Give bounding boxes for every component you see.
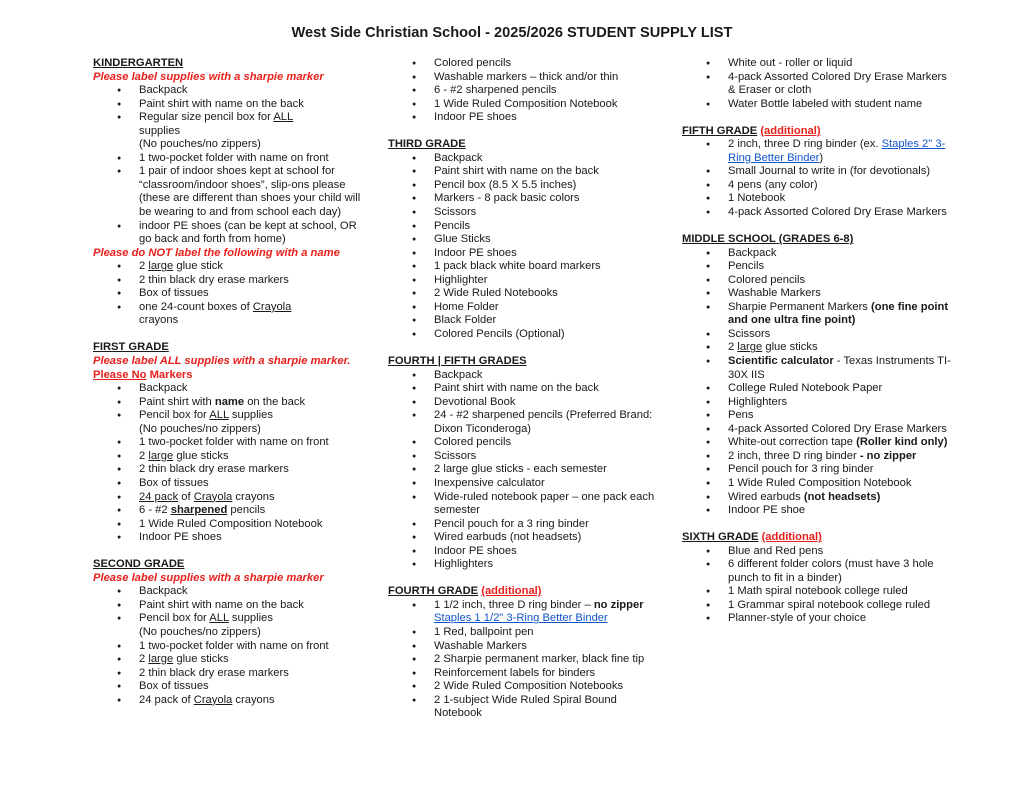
list-item: ● Washable Markers [388, 640, 658, 654]
list-item: ● 1 Wide Ruled Composition Notebook [388, 98, 658, 112]
list-item: ● Backpack [682, 247, 952, 261]
note-text: Please label ALL supplies with a sharpie marker. [93, 355, 351, 368]
section-title-text: SIXTH GRADE [682, 531, 759, 544]
supply-list [682, 138, 952, 219]
item-text: ) [819, 151, 824, 164]
column-3 [682, 57, 952, 640]
item-text-underlined: ALL [273, 111, 294, 124]
section-title-fourth-grade [388, 585, 658, 599]
item-text: glue sticks [173, 449, 229, 462]
list-item: ● Scissors [388, 206, 658, 220]
list-item [93, 409, 363, 436]
list-item [388, 599, 658, 626]
list-item: ● 1 two-pocket folder with name on front [93, 436, 363, 450]
list-item: ● Pencil box (8.5 X 5.5 inches) [388, 179, 658, 193]
item-text-underlined: 24 pack [139, 490, 179, 503]
list-item [93, 612, 363, 639]
item-text: (No pouches/no zippers) [139, 138, 261, 151]
list-item: ● 1 Notebook [682, 192, 952, 206]
section-title-third-grade: THIRD GRADE [388, 138, 466, 151]
staples-binder-link[interactable]: Staples 2" 3-Ring Better Binder [728, 138, 946, 164]
list-item: ● 2 thin black dry erase markers [93, 274, 363, 288]
list-item: ● Colored Pencils (Optional) [388, 328, 658, 342]
item-text: on the back [244, 395, 306, 408]
list-item: ● Inexpensive calculator [388, 477, 658, 491]
item-text: 2 [139, 653, 149, 666]
list-item: ● Box of tissues [93, 477, 363, 491]
item-text-underlined: ALL [209, 409, 229, 422]
list-item [682, 355, 952, 382]
item-text: White-out correction tape [728, 436, 857, 449]
item-text-bold: (not headsets) [803, 490, 881, 503]
list-item: ● 6 different folder colors (must have 3 hole punch to fit in a binder) [682, 558, 952, 585]
section-title-fifth-grade [682, 125, 952, 139]
list-item: ● 2 1-subject Wide Ruled Spiral Bound Notebook [388, 694, 658, 721]
column-2 [388, 57, 658, 734]
supply-list [682, 247, 952, 518]
label-note: Please label supplies with a sharpie marker [93, 70, 324, 83]
list-item: ● 1 pack black white board markers [388, 260, 658, 274]
list-item: ● Wide-ruled notebook paper – one pack each semester [388, 491, 658, 518]
list-item: ● 4-pack Assorted Colored Dry Erase Markers [682, 206, 952, 220]
item-text: 24 pack of [139, 693, 194, 706]
list-item: ● Paint shirt with name on the back [388, 165, 658, 179]
list-item: ● Scissors [682, 328, 952, 342]
list-item: ● 1 two-pocket folder with name on front [93, 640, 363, 654]
list-item [93, 694, 363, 708]
item-text: glue sticks [173, 653, 229, 666]
column-1 [93, 57, 363, 721]
list-item: ● Washable Markers [682, 287, 952, 301]
list-item: ● Pencil pouch for 3 ring binder [682, 463, 952, 477]
list-item [93, 491, 363, 505]
list-item: ● 2 large glue sticks - each semester [388, 463, 658, 477]
item-text-underlined: large [148, 449, 174, 462]
section-kindergarten [93, 57, 363, 328]
list-item: ● Colored pencils [388, 57, 658, 71]
item-text: (No pouches/no zippers) [139, 625, 261, 638]
list-item: ● Backpack [93, 382, 363, 396]
supply-list [388, 152, 658, 342]
supply-list [93, 84, 363, 247]
item-text: 2 [139, 449, 149, 462]
section-first-grade [93, 341, 363, 544]
list-item: ● indoor PE shoes (can be kept at school, OR go back and forth from home) [93, 220, 363, 247]
item-text: (No pouches/no zippers) [139, 422, 261, 435]
list-item: ● Blue and Red pens [682, 545, 952, 559]
list-item: ● Wired earbuds (not headsets) [388, 531, 658, 545]
item-text-underlined: Crayola [252, 300, 292, 313]
list-item: ● Reinforcement labels for binders [388, 667, 658, 681]
item-text-bold: Scientific calculator [728, 355, 834, 368]
section-fifth-grade [682, 125, 952, 220]
item-text-bold: no zipper [593, 598, 644, 611]
item-text: 2 [728, 341, 738, 354]
list-item: ● 2 thin black dry erase markers [93, 463, 363, 477]
item-text: 6 - #2 [139, 504, 171, 517]
item-text-underlined: large [148, 260, 174, 273]
list-item: ● Planner-style of your choice [682, 612, 952, 626]
supply-list [93, 382, 363, 545]
list-item: ● 1 Grammar spiral notebook college ruled [682, 599, 952, 613]
list-item: ● 1 Math spiral notebook college ruled [682, 585, 952, 599]
list-item: ● Highlighters [682, 396, 952, 410]
list-item: ● 1 Wide Ruled Composition Notebook [682, 477, 952, 491]
item-text: crayons [232, 490, 275, 503]
list-item [93, 450, 363, 464]
item-text: 1 1/2 inch, three D ring binder – [434, 598, 594, 611]
section-second-grade [93, 558, 363, 707]
section-sixth-grade [682, 531, 952, 626]
list-item [93, 111, 363, 152]
item-text-underlined: ALL [209, 612, 229, 625]
list-item: ● 6 - #2 sharpened pencils [388, 84, 658, 98]
additional-tag: (additional) [761, 531, 822, 544]
list-item: ● Highlighters [388, 558, 658, 572]
section-title-text: FOURTH GRADE [388, 585, 479, 598]
item-text: glue sticks [762, 341, 818, 354]
supply-list [682, 545, 952, 626]
list-item: ● Small Journal to write in (for devotionals) [682, 165, 952, 179]
supply-list [388, 599, 658, 721]
section-title-middle-school: MIDDLE SCHOOL (GRADES 6-8) [682, 233, 854, 246]
list-item: ● Pencils [388, 220, 658, 234]
item-text: 2 [139, 260, 149, 273]
staples-binder-link[interactable]: Staples 1 1/2" 3-Ring Better Binder [434, 612, 608, 625]
item-text: supplies [139, 124, 181, 137]
list-item: ● Pencils [682, 260, 952, 274]
item-text: pencils [227, 504, 266, 517]
list-item: ● Black Folder [388, 314, 658, 328]
section-title-kindergarten: KINDERGARTEN [93, 57, 184, 69]
list-item: ● Backpack [93, 84, 363, 98]
list-item [682, 436, 952, 450]
item-text: crayons [232, 693, 275, 706]
item-text: supplies [228, 612, 273, 625]
section-title-first-grade: FIRST GRADE [93, 341, 169, 354]
list-item: ● 2 Wide Ruled Composition Notebooks [388, 680, 658, 694]
list-item: ● Washable markers – thick and/or thin [388, 71, 658, 85]
list-item: ● Paint shirt with name on the back [93, 599, 363, 613]
list-item: ● 4-pack Assorted Colored Dry Erase Markers & Eraser or cloth [682, 71, 952, 98]
list-item: ● Backpack [93, 585, 363, 599]
list-item: ● Backpack [388, 369, 658, 383]
list-item: ● College Ruled Notebook Paper [682, 382, 952, 396]
item-text: Paint shirt with [139, 395, 215, 408]
list-item: ● Scissors [388, 450, 658, 464]
section-fourth-grade [388, 585, 658, 720]
item-text: Sharpie Permanent Markers [728, 300, 872, 313]
section-fourth-fifth-grades [388, 355, 658, 572]
note-text-underlined: Please No [93, 368, 147, 381]
supply-list [388, 369, 658, 572]
list-item: ● Indoor PE shoes [93, 531, 363, 545]
item-text: Pencil box for [139, 612, 210, 625]
item-text-underlined: Crayola [193, 490, 233, 503]
page-title: West Side Christian School - 2025/2026 STUDENT SUPPLY LIST [291, 25, 733, 41]
additional-tag: (additional) [760, 124, 821, 137]
item-text: glue stick [173, 260, 223, 273]
item-text-bold: name [214, 395, 245, 408]
section-second-grade-continued [388, 57, 658, 125]
list-item: ● Indoor PE shoes [388, 111, 658, 125]
item-text: - Texas Instruments TI-30X IIS [728, 355, 951, 381]
list-item: ● Pencil pouch for a 3 ring binder [388, 518, 658, 532]
section-title-sixth-grade [682, 531, 952, 545]
item-text: one 24-count boxes of [139, 300, 253, 313]
list-item: ● Indoor PE shoe [682, 504, 952, 518]
list-item [682, 341, 952, 355]
section-third-grade [388, 138, 658, 341]
list-item [682, 491, 952, 505]
list-item: ● Home Folder [388, 301, 658, 315]
item-text: supplies [228, 409, 273, 422]
list-item: ● Box of tissues [93, 680, 363, 694]
list-item: ● Paint shirt with name on the back [388, 382, 658, 396]
item-text: Pencil box for [139, 409, 210, 422]
list-item: ● 24 - #2 sharpened pencils (Preferred Brand: Dixon Ticonderoga) [388, 409, 658, 436]
item-text: Wired earbuds [728, 490, 804, 503]
item-text: of [178, 490, 194, 503]
list-item: ● Box of tissues [93, 287, 363, 301]
list-item: ● Highlighter [388, 274, 658, 288]
list-item: ● 2 thin black dry erase markers [93, 667, 363, 681]
list-item: ● 4-pack Assorted Colored Dry Erase Markers [682, 423, 952, 437]
list-item [682, 301, 952, 328]
list-item: ● 1 Wide Ruled Composition Notebook [93, 518, 363, 532]
item-text: crayons [139, 314, 179, 327]
list-item: ● Paint shirt with name on the back [93, 98, 363, 112]
item-text-underlined: large [148, 653, 174, 666]
list-item [93, 396, 363, 410]
supply-list [93, 585, 363, 707]
additional-tag: (additional) [481, 585, 542, 598]
item-text-bold: (one fine point and one ultra fine point) [728, 300, 949, 327]
label-note: Please label supplies with a sharpie marker [93, 571, 324, 584]
list-item [93, 260, 363, 274]
list-item [682, 450, 952, 464]
section-title-text: FIFTH GRADE [682, 124, 758, 137]
list-item: ● Indoor PE shoes [388, 545, 658, 559]
note-text: Markers [146, 368, 193, 381]
list-item: ● Backpack [388, 152, 658, 166]
no-label-note: Please do NOT label the following with a name [93, 246, 340, 259]
section-title-fourth-fifth: FOURTH | FIFTH GRADES [388, 355, 527, 368]
supply-list [388, 57, 658, 125]
list-item [93, 301, 363, 328]
supply-list [93, 260, 363, 328]
list-item: ● Indoor PE shoes [388, 247, 658, 261]
item-text-bold: - no zipper [859, 449, 917, 462]
item-text-bold: (Roller kind only) [856, 436, 948, 449]
section-middle-school [682, 233, 952, 517]
item-text-underlined: Crayola [193, 693, 233, 706]
list-item: ● 1 two-pocket folder with name on front [93, 152, 363, 166]
item-text: Regular size pencil box for [139, 111, 274, 124]
list-item: ● 2 Wide Ruled Notebooks [388, 287, 658, 301]
list-item: ● White out - roller or liquid [682, 57, 952, 71]
list-item: ● Devotional Book [388, 396, 658, 410]
list-item: ● Colored pencils [388, 436, 658, 450]
list-item: ● Water Bottle labeled with student name [682, 98, 952, 112]
list-item: ● 1 Red, ballpoint pen [388, 626, 658, 640]
item-text: 2 inch, three D ring binder (ex. [728, 138, 882, 151]
list-item: ● 1 pair of indoor shoes kept at school for “classroom/indoor shoes”, slip-ons please (these are different than shoes your child will be wearing to and from school each day) [93, 165, 363, 219]
item-text-bold: sharpened [170, 504, 228, 517]
list-item: ● 4 pens (any color) [682, 179, 952, 193]
supply-list [682, 57, 952, 111]
list-item: ● 2 Sharpie permanent marker, black fine tip [388, 653, 658, 667]
list-item [93, 653, 363, 667]
list-item: ● Pens [682, 409, 952, 423]
list-item: ● Markers - 8 pack basic colors [388, 192, 658, 206]
section-title-second-grade: SECOND GRADE [93, 558, 185, 571]
list-item [682, 138, 952, 165]
item-text-underlined: large [737, 341, 763, 354]
label-note [93, 355, 363, 382]
list-item [93, 504, 363, 518]
item-text: 2 inch, three D ring binder [728, 449, 860, 462]
section-fourth-fifth-continued [682, 57, 952, 111]
list-item: ● Glue Sticks [388, 233, 658, 247]
list-item: ● Colored pencils [682, 274, 952, 288]
